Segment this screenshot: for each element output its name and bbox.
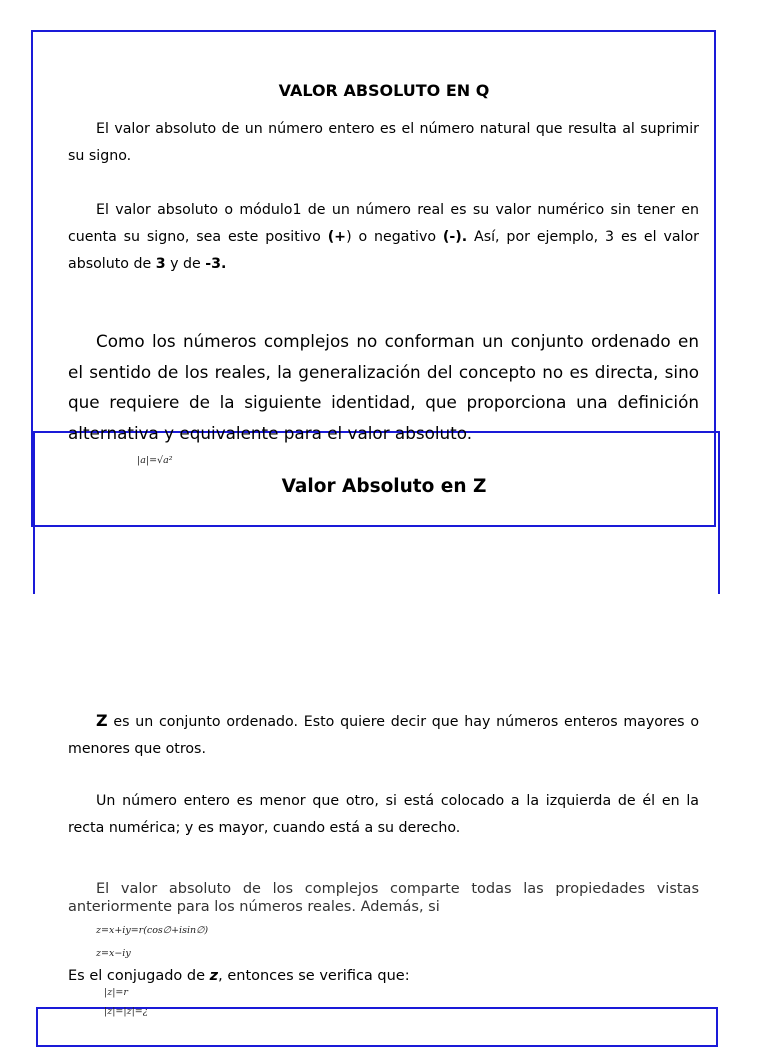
paragraph-q-3: Como los números complejos no conforman un conjunto ordenado en el sentido de los reales, la generalización del concepto no es directa, sino que requiere de la siguiente identidad, que proporciona una definición alternativa y equivalente para el valor absoluto. (68, 331, 699, 443)
paragraph-q-2: El valor absoluto o módulo1 de un número real es su valor numérico sin tener en cuenta su signo, sea este positivo (+) o negativo (-). Así, por ejemplo, 3 es el valor absoluto de 3 y de -3. (68, 202, 700, 272)
section-title-q: VALOR ABSOLUTO EN Q (278, 81, 490, 100)
formula-modulus-equality: |z|=|z|=¿ (104, 1006, 148, 1017)
paragraph-z-2: Un número entero es menor que otro, si está colocado a la izquierda de él en la recta numérica; y es mayor, cuando está a su derecho. (68, 793, 699, 836)
formula-conjugate: z=x−iy (96, 948, 131, 959)
section-title-z: Valor Absoluto en Z (281, 476, 487, 497)
formula-abs-sqrt: |a|=√a² (137, 455, 173, 466)
formula-modulus-r: |z|=r (104, 987, 128, 998)
conjugate-sentence: Es el conjugado de z, entonces se verifica que: (68, 968, 410, 984)
paragraph-z-3: El valor absoluto de los complejos comparte todas las propiedades vistas anteriormente para los números reales. Además, si (68, 881, 699, 915)
paragraph-z-1: Z es un conjunto ordenado. Esto quiere decir que hay números enteros mayores o menores que otros. (68, 711, 699, 757)
paragraph-q-1: El valor absoluto de un número entero es el número natural que resulta al suprimir su signo. (68, 121, 699, 164)
page-gap (0, 594, 768, 704)
formula-complex-polar: z=x+iy=r(cos∅+isin∅) (96, 925, 209, 936)
